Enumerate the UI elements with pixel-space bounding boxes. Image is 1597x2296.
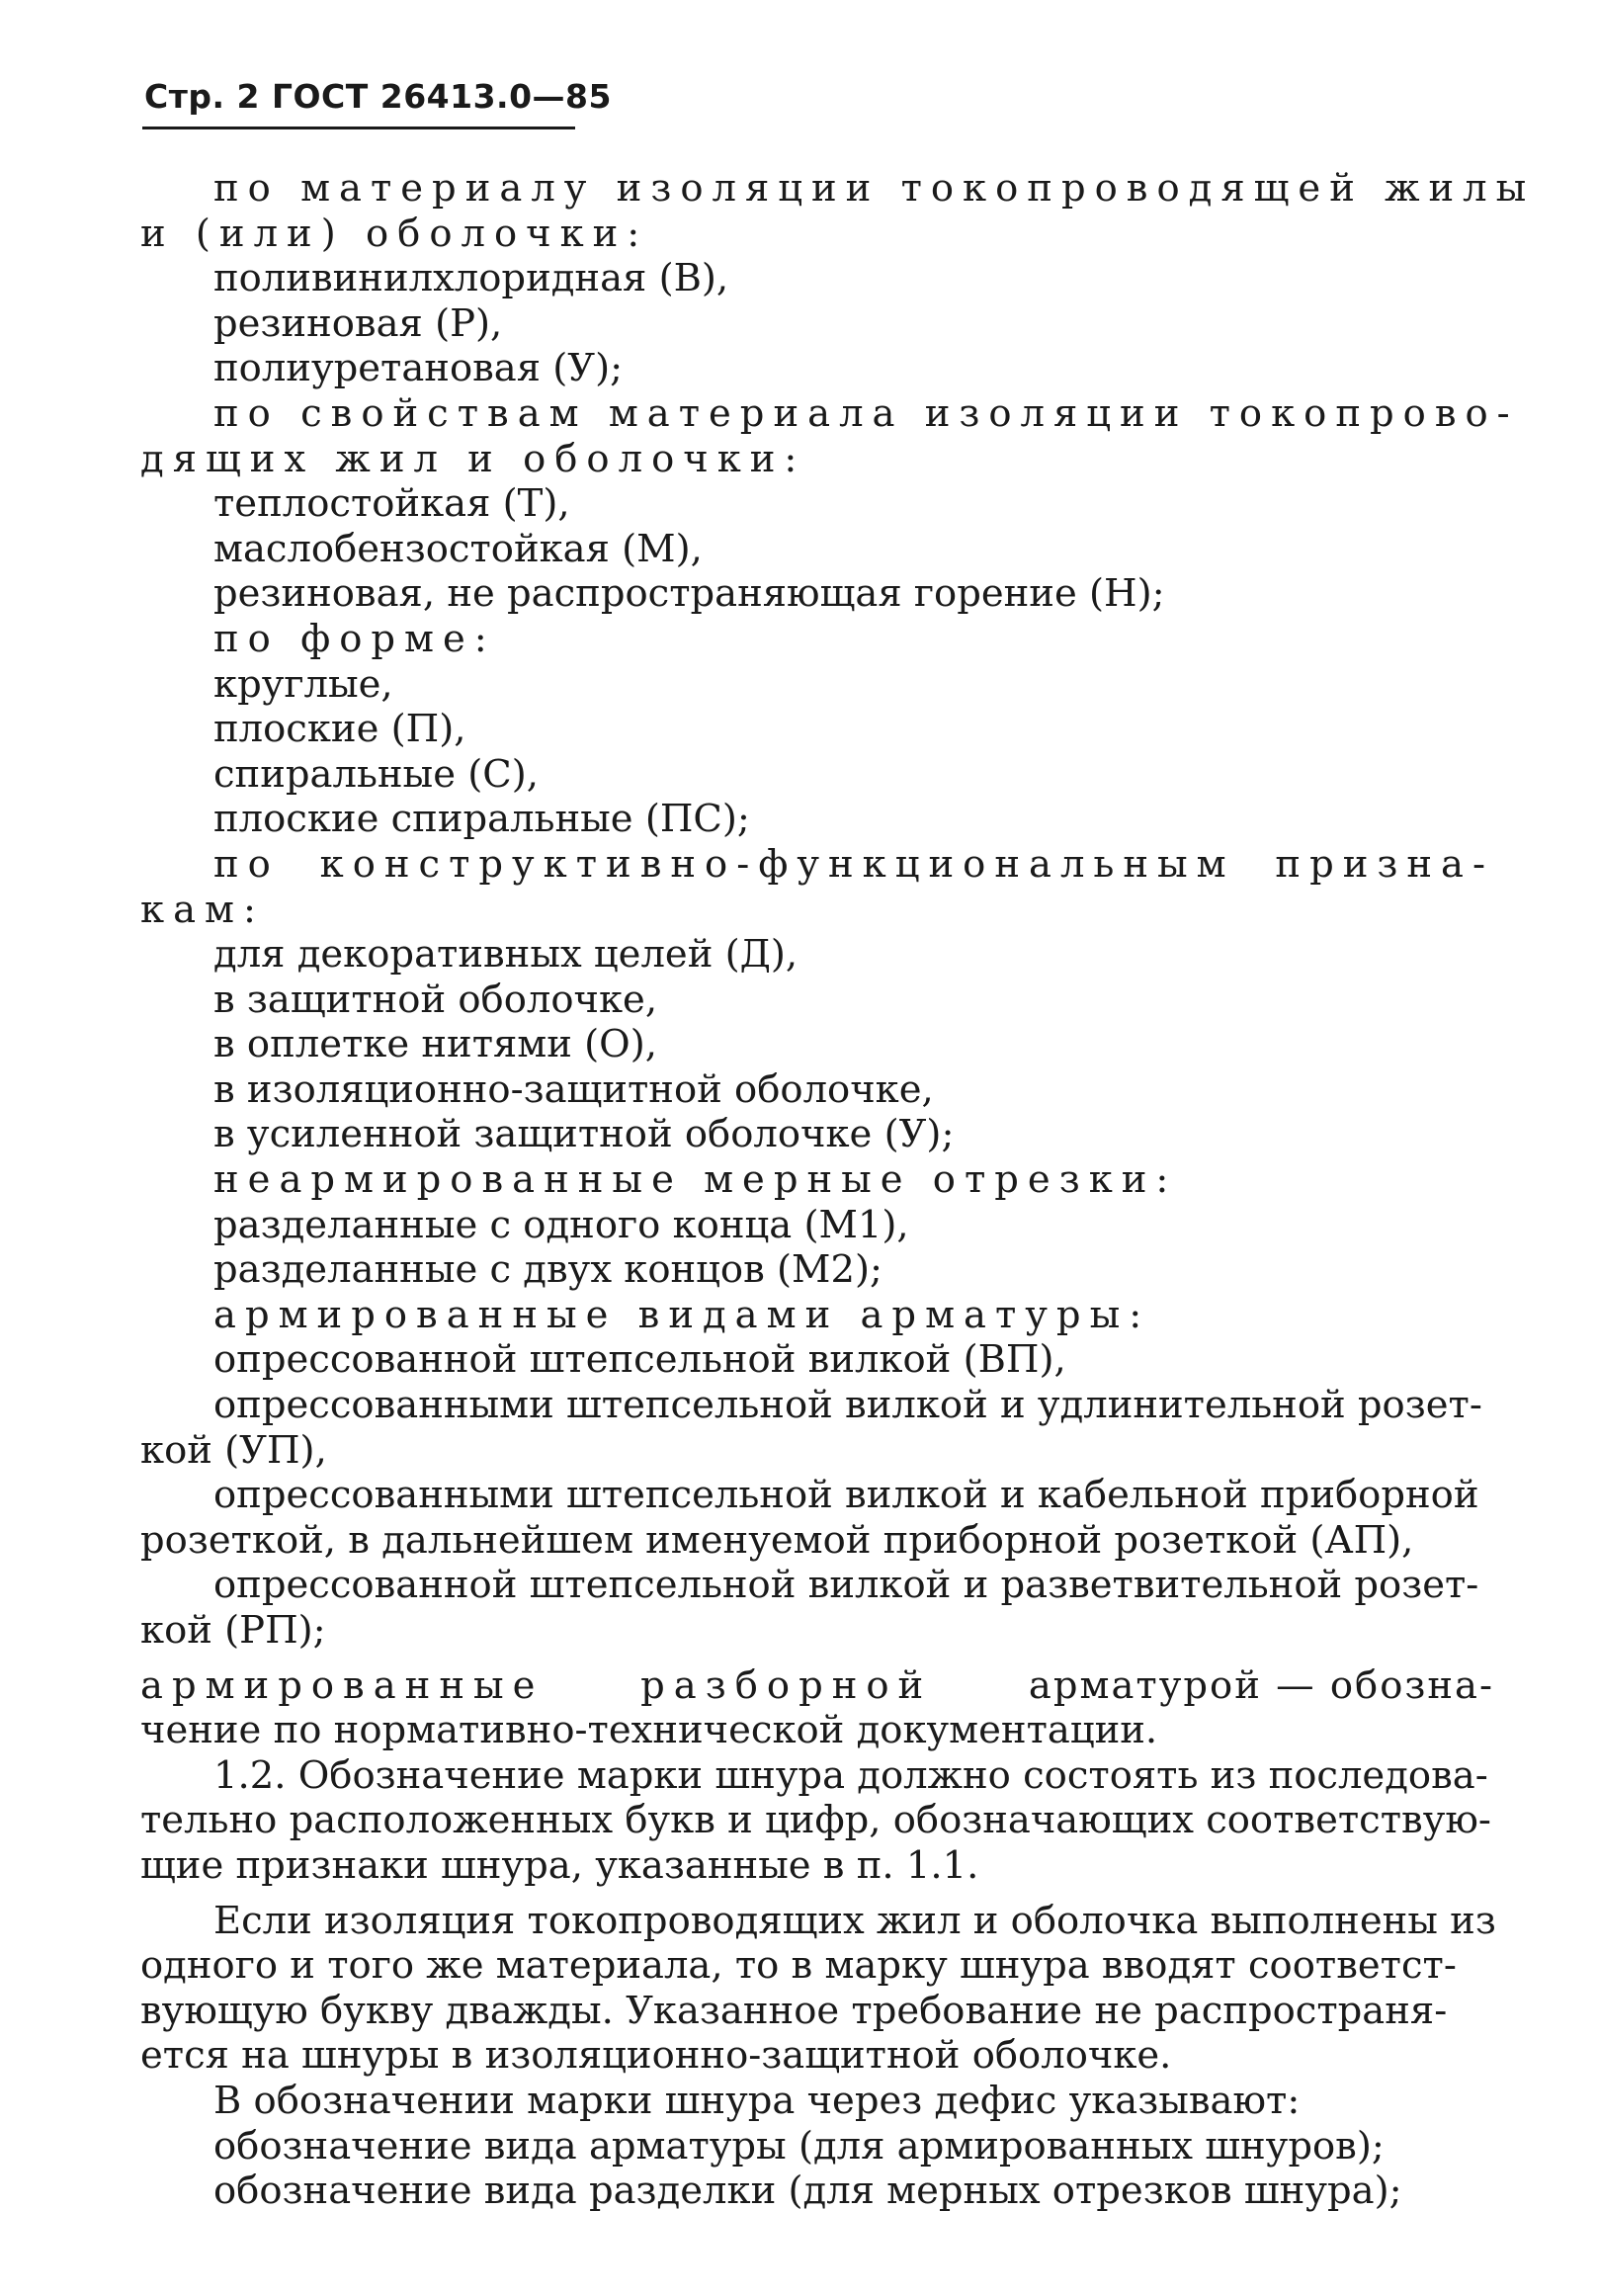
- text-line: армированные видами арматуры:: [213, 1292, 1151, 1337]
- document-body: [140, 166, 1536, 2214]
- text-line: по форме:: [213, 616, 496, 661]
- word: разборной: [640, 1662, 933, 1708]
- list-item: резиновая, не распространяющая горение (Н);: [213, 571, 1165, 617]
- word: призна-: [1275, 841, 1494, 887]
- list-item: полиуретановая (У);: [213, 346, 624, 391]
- list-item: в усиленной защитной оболочке (У);: [213, 1112, 955, 1157]
- list-item: плоские спиральные (ПС);: [213, 797, 750, 842]
- list-item: маслобензостойкая (М),: [213, 526, 703, 571]
- paragraph-line: Если изоляция токопроводящих жил и оболочка выполнены из: [213, 1898, 1496, 1943]
- list-item: в изоляционно-защитной оболочке,: [213, 1066, 934, 1112]
- text-line: кам:: [140, 887, 265, 932]
- list-item: плоские (П),: [213, 707, 466, 752]
- header-rule: [142, 127, 575, 129]
- list-item: спиральные (С),: [213, 751, 539, 797]
- list-item: резиновая (Р),: [213, 300, 503, 346]
- paragraph-line: вующую букву дважды. Указанное требование не распространя-: [140, 1988, 1448, 2033]
- list-item: в оплетке нитями (О),: [213, 1022, 657, 1067]
- word: конструктивно-функциональным: [319, 841, 1235, 887]
- text-line: и (или) оболочки:: [140, 211, 649, 256]
- list-item: обозначение вида арматуры (для армированных шнуров);: [213, 2123, 1385, 2168]
- list-item: для декоративных целей (Д),: [213, 932, 798, 978]
- text-line: дящих жил и оболочки:: [140, 436, 806, 481]
- paragraph-line: ется на шнуры в изоляционно-защитной оболочке.: [140, 2033, 1172, 2079]
- word: армированные: [140, 1662, 545, 1708]
- text-line: розеткой, в дальнейшем именуемой приборной розеткой (АП),: [140, 1517, 1414, 1563]
- list-item: разделанные с двух концов (М2);: [213, 1247, 883, 1293]
- text-line: по свойствам материала изоляции токопрово-: [213, 390, 1519, 436]
- list-item: разделанные с одного конца (М1),: [213, 1202, 909, 1247]
- list-item: опрессованной штепсельной вилкой (ВП),: [213, 1337, 1066, 1383]
- paragraph-line: 1.2. Обозначение марки шнура должно состоять из последова-: [213, 1752, 1488, 1798]
- word: арматурой — обозна-: [1028, 1662, 1494, 1708]
- text-line: кой (УП),: [140, 1427, 327, 1473]
- list-item: в защитной оболочке,: [213, 977, 658, 1022]
- text-line: по материалу изоляции токопроводящей жилы: [213, 166, 1536, 211]
- paragraph-line: В обозначении марки шнура через дефис указывают:: [213, 2078, 1301, 2123]
- paragraph-line: тельно расположенных букв и цифр, обозначающих соответствую-: [140, 1798, 1491, 1843]
- text-line: [140, 842, 1494, 888]
- word: по: [213, 841, 280, 887]
- text-line: чение по нормативно-технической документации.: [140, 1708, 1158, 1753]
- list-item: круглые,: [213, 661, 393, 707]
- list-item: опрессованной штепсельной вилкой и разветвительной розет-: [213, 1563, 1479, 1608]
- text-line: [140, 1663, 1494, 1709]
- list-item: теплостойкая (Т),: [213, 481, 570, 527]
- paragraph-line: щие признаки шнура, указанные в п. 1.1.: [140, 1842, 979, 1888]
- paragraph-line: одного и того же материала, то в марку шнура вводят соответст-: [140, 1943, 1457, 1989]
- list-item: поливинилхлоридная (В),: [213, 256, 729, 301]
- text-line: кой (РП);: [140, 1608, 326, 1653]
- text-line: неармированные мерные отрезки:: [213, 1157, 1178, 1203]
- list-item: опрессованными штепсельной вилкой и удлинительной розет-: [213, 1383, 1482, 1428]
- list-item: опрессованными штепсельной вилкой и кабельной приборной: [213, 1473, 1479, 1518]
- list-item: обозначение вида разделки (для мерных отрезков шнура);: [213, 2168, 1402, 2214]
- running-header: Стр. 2 ГОСТ 26413.0—85: [144, 77, 612, 116]
